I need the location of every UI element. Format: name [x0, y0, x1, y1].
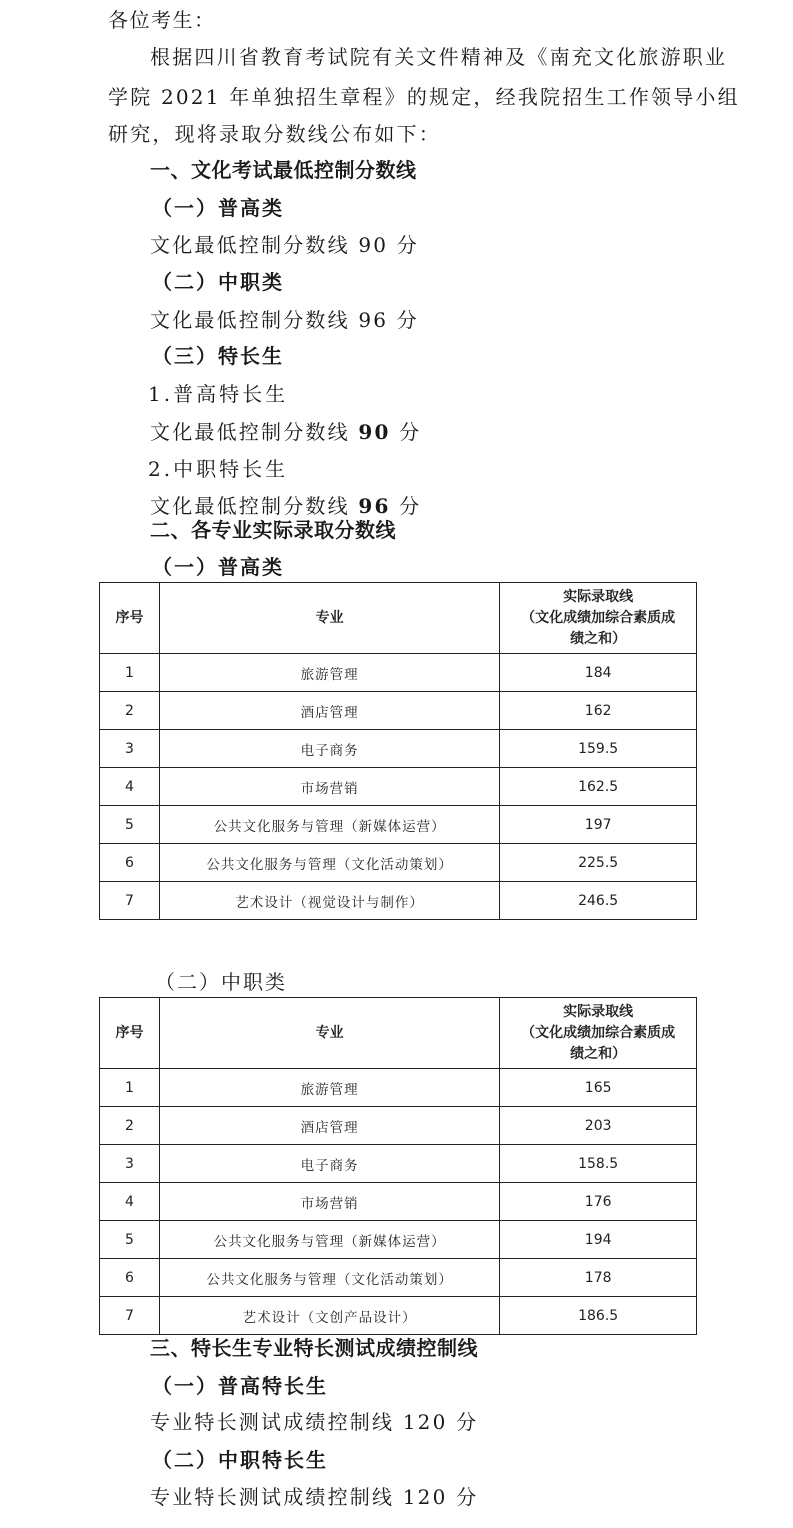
cell-major: 市场营销 — [159, 768, 499, 806]
talent-general-score: 90 — [358, 420, 391, 444]
header-index: 序号 — [100, 998, 160, 1069]
talent-vocational-prefix: 文化最低控制分数线 — [150, 494, 359, 518]
cell-major: 艺术设计（视觉设计与制作） — [159, 882, 499, 920]
table-row — [100, 1297, 697, 1335]
cell-index: 6 — [100, 844, 160, 882]
cell-score: 176 — [500, 1183, 697, 1221]
header-score-line-1: 实际录取线 — [563, 1003, 634, 1020]
cell-index: 5 — [100, 1221, 160, 1259]
cell-score: 165 — [500, 1069, 697, 1107]
section-3-general-label: （一）普高特长生 — [152, 1374, 328, 1398]
section-1-title: 一、文化考试最低控制分数线 — [150, 158, 417, 182]
cell-score: 197 — [500, 806, 697, 844]
cell-score: 246.5 — [500, 882, 697, 920]
table-row — [100, 1221, 697, 1259]
cell-score: 186.5 — [500, 1297, 697, 1335]
table-row — [100, 768, 697, 806]
cell-major: 公共文化服务与管理（新媒体运营） — [159, 1221, 499, 1259]
table-row — [100, 1183, 697, 1221]
cell-major: 电子商务 — [159, 730, 499, 768]
header-score-line-3: 绩之和） — [570, 630, 627, 647]
salutation: 各位考生： — [108, 8, 216, 32]
intro-line-2: 学院 2021 年单独招生章程》的规定，经我院招生工作领导小组 — [108, 85, 740, 109]
section-2-general-label: （一）普高类 — [152, 555, 284, 579]
table-row — [100, 882, 697, 920]
section-1-talent-vocational-label: 2.中职特长生 — [148, 457, 289, 481]
section-3-vocational-label: （二）中职特长生 — [152, 1448, 328, 1472]
header-index: 序号 — [100, 583, 160, 654]
cell-major: 酒店管理 — [159, 692, 499, 730]
header-score-line-1: 实际录取线 — [563, 588, 634, 605]
section-3-general-text: 专业特长测试成绩控制线 120 分 — [150, 1410, 479, 1434]
cell-index: 5 — [100, 806, 160, 844]
section-1-general-text: 文化最低控制分数线 90 分 — [150, 233, 419, 257]
cell-score: 158.5 — [500, 1145, 697, 1183]
cell-index: 4 — [100, 768, 160, 806]
header-score-line-2: （文化成绩加综合素质成 — [521, 609, 676, 626]
section-1-general-label: （一）普高类 — [152, 196, 284, 220]
table-row — [100, 1145, 697, 1183]
cell-major: 艺术设计（文创产品设计） — [159, 1297, 499, 1335]
section-1-talent-general-text — [150, 420, 421, 444]
cell-major: 市场营销 — [159, 1183, 499, 1221]
table-row — [100, 692, 697, 730]
intro-line-3: 研究，现将录取分数线公布如下： — [108, 122, 441, 146]
cell-score: 162 — [500, 692, 697, 730]
cell-major: 旅游管理 — [159, 1069, 499, 1107]
cell-score: 159.5 — [500, 730, 697, 768]
cell-score: 178 — [500, 1259, 697, 1297]
cell-index: 2 — [100, 1107, 160, 1145]
table-row — [100, 1259, 697, 1297]
cell-index: 4 — [100, 1183, 160, 1221]
header-score — [500, 583, 697, 654]
table-header-row — [100, 998, 697, 1069]
section-1-vocational-text: 文化最低控制分数线 96 分 — [150, 308, 419, 332]
table-header-row — [100, 583, 697, 654]
section-3-vocational-text: 专业特长测试成绩控制线 120 分 — [150, 1485, 479, 1509]
cell-major: 旅游管理 — [159, 654, 499, 692]
section-2-title: 二、各专业实际录取分数线 — [150, 518, 396, 542]
talent-general-prefix: 文化最低控制分数线 — [150, 420, 359, 444]
section-1-talent-general-label: 1.普高特长生 — [148, 382, 289, 406]
section-3-title: 三、特长生专业特长测试成绩控制线 — [150, 1336, 478, 1360]
intro-line-1: 根据四川省教育考试院有关文件精神及《南充文化旅游职业 — [150, 45, 728, 69]
cell-index: 1 — [100, 654, 160, 692]
cell-score: 184 — [500, 654, 697, 692]
talent-vocational-score: 96 — [358, 494, 391, 518]
table-row — [100, 654, 697, 692]
vocational-scores-table — [99, 997, 697, 1335]
talent-vocational-unit: 分 — [390, 494, 422, 518]
section-2-vocational-label: （二）中职类 — [155, 970, 287, 994]
cell-major: 电子商务 — [159, 1145, 499, 1183]
header-major: 专业 — [159, 998, 499, 1069]
cell-score: 203 — [500, 1107, 697, 1145]
cell-index: 2 — [100, 692, 160, 730]
cell-index: 3 — [100, 730, 160, 768]
table-row — [100, 730, 697, 768]
cell-index: 7 — [100, 882, 160, 920]
table-row — [100, 844, 697, 882]
talent-general-unit: 分 — [390, 420, 422, 444]
section-1-talent-label: （三）特长生 — [152, 344, 284, 368]
table-row — [100, 1107, 697, 1145]
cell-major: 公共文化服务与管理（文化活动策划） — [159, 1259, 499, 1297]
cell-score: 162.5 — [500, 768, 697, 806]
cell-major: 公共文化服务与管理（文化活动策划） — [159, 844, 499, 882]
cell-index: 6 — [100, 1259, 160, 1297]
table-row — [100, 1069, 697, 1107]
cell-index: 1 — [100, 1069, 160, 1107]
header-score — [500, 998, 697, 1069]
cell-index: 7 — [100, 1297, 160, 1335]
general-scores-table — [99, 582, 697, 920]
cell-major: 酒店管理 — [159, 1107, 499, 1145]
cell-score: 194 — [500, 1221, 697, 1259]
section-1-vocational-label: （二）中职类 — [152, 270, 284, 294]
header-score-line-2: （文化成绩加综合素质成 — [521, 1024, 676, 1041]
header-score-line-3: 绩之和） — [570, 1045, 627, 1062]
cell-major: 公共文化服务与管理（新媒体运营） — [159, 806, 499, 844]
table-row — [100, 806, 697, 844]
section-1-talent-vocational-text — [150, 494, 421, 518]
cell-index: 3 — [100, 1145, 160, 1183]
cell-score: 225.5 — [500, 844, 697, 882]
header-major: 专业 — [159, 583, 499, 654]
